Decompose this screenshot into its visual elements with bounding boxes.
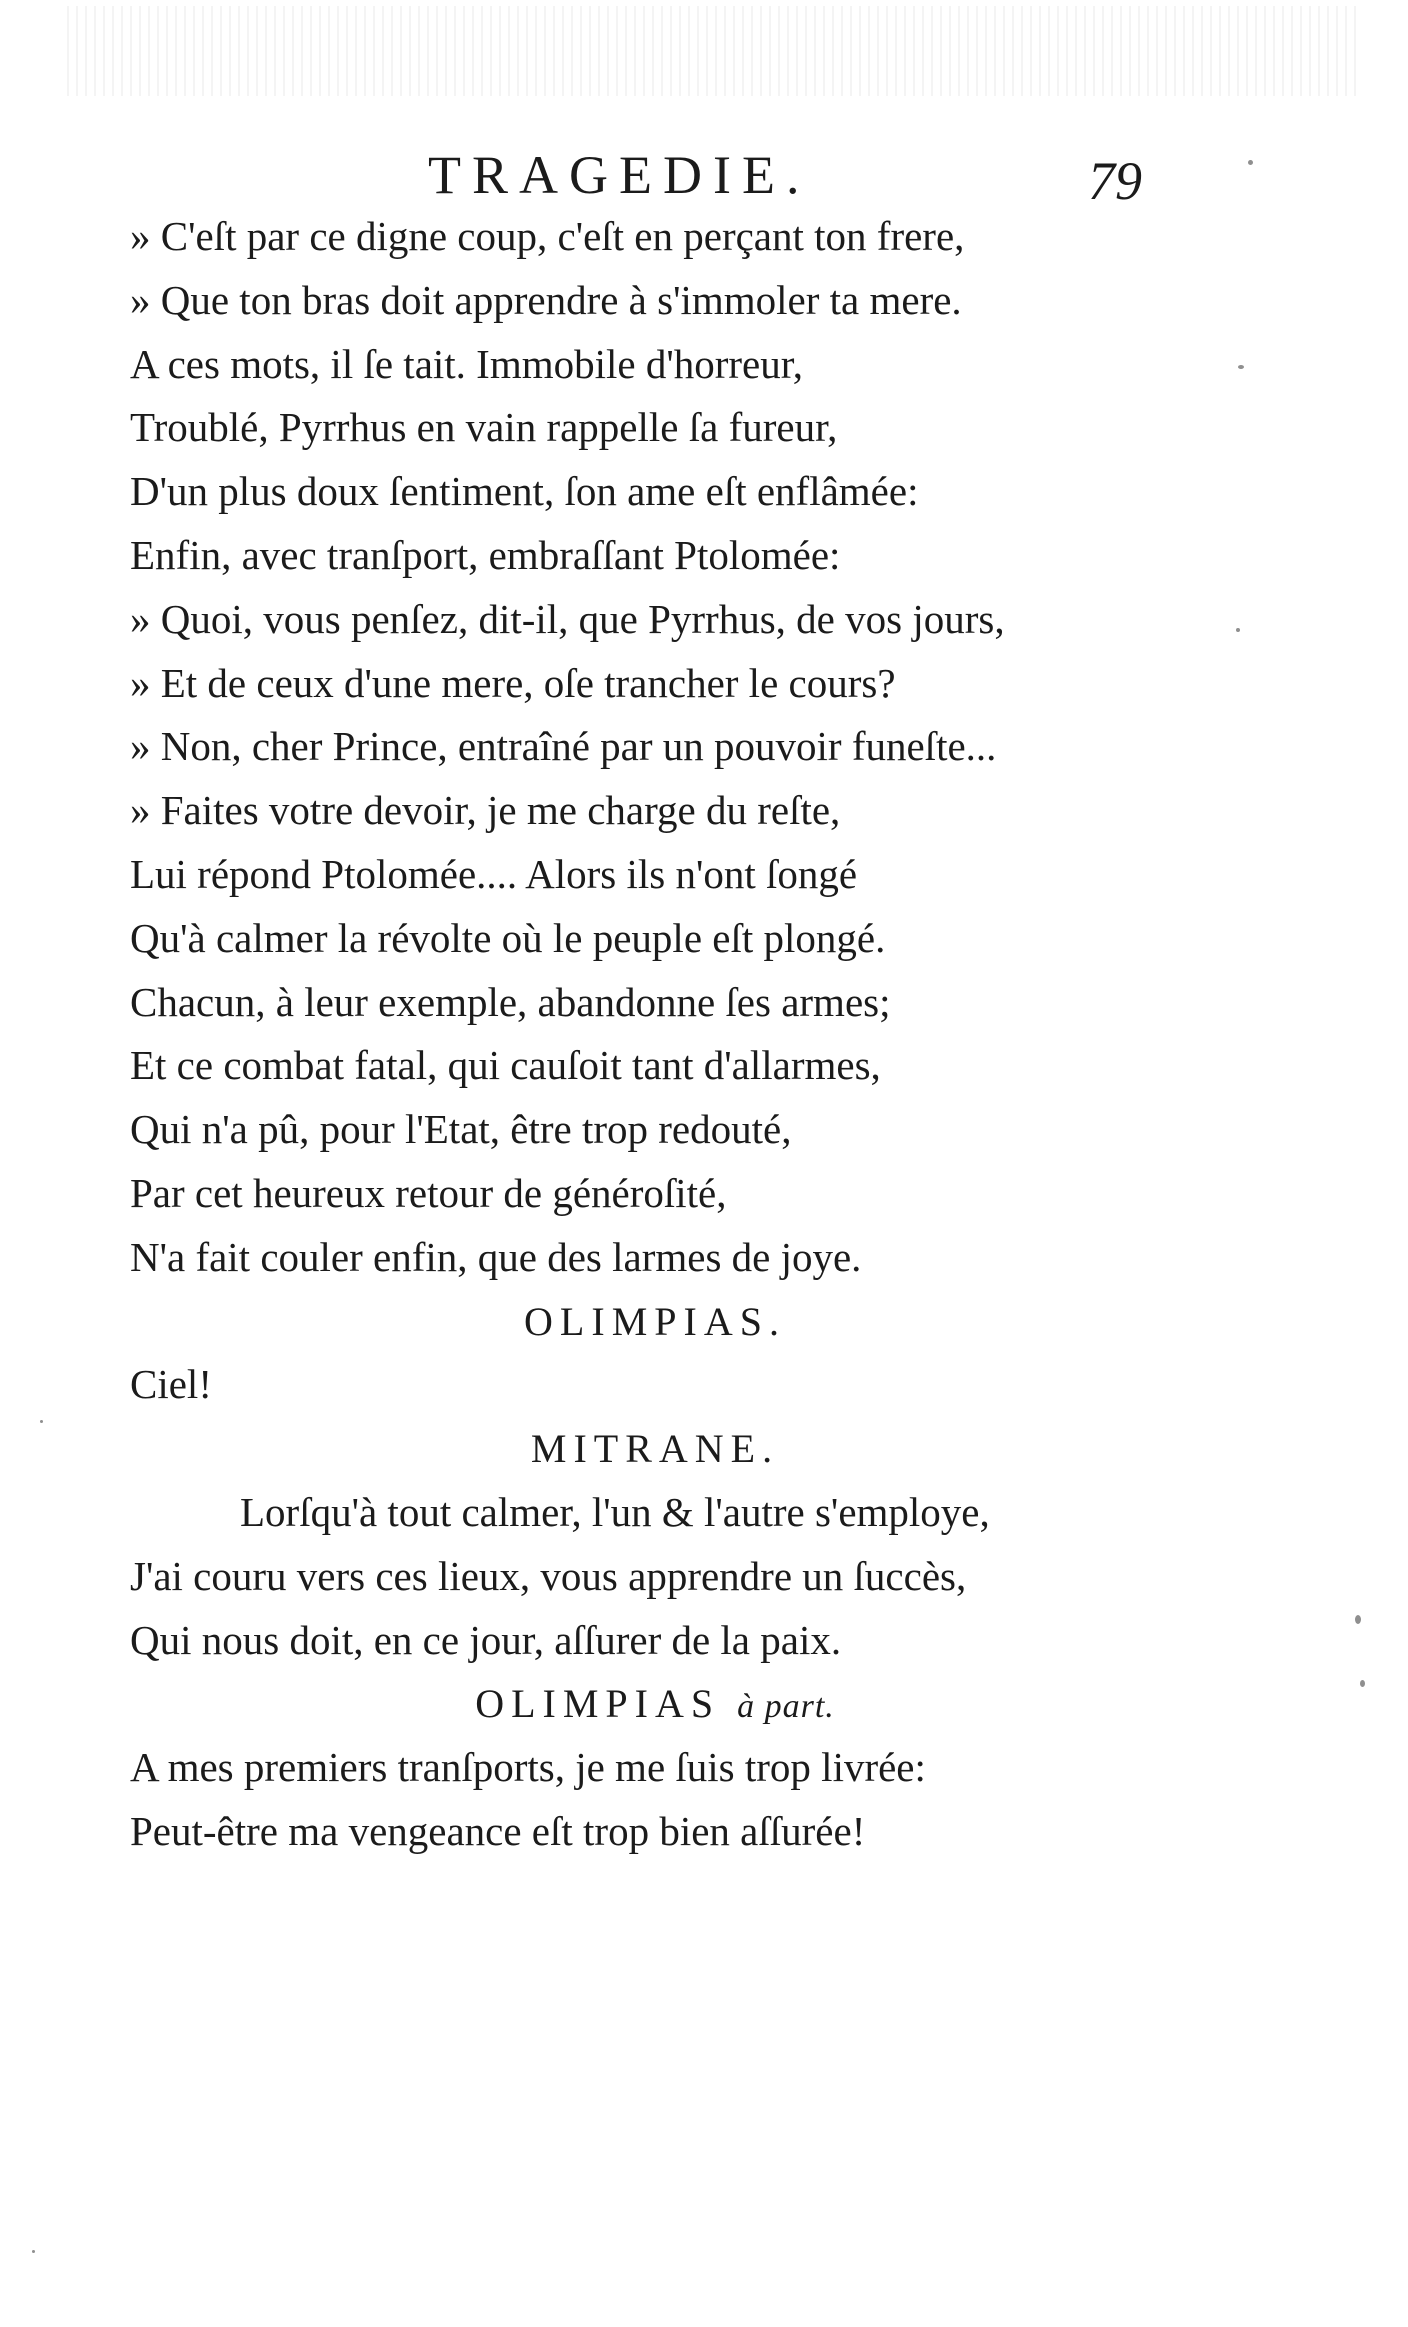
verse-line: J'ai couru vers ces lieux, vous apprendre un ſuccès, [130, 1552, 967, 1599]
page-number: 79 [1088, 151, 1142, 211]
running-title: TRAGEDIE. [428, 145, 811, 205]
verse-line: Qui n'a pû, pour l'Etat, être trop redouté, [130, 1106, 792, 1153]
page-top-noise [60, 6, 1360, 96]
verse-line: N'a fait couler enfin, que des larmes de joye. [130, 1233, 862, 1280]
speck [40, 1420, 43, 1423]
speaker-name: MITRANE. [530, 1426, 780, 1472]
speaker-name: OLIMPIAS. [524, 1298, 786, 1344]
verse-line: Chacun, à leur exemple, abandonne ſes armes; [130, 978, 891, 1025]
verse-line: » C'eſt par ce digne coup, c'eſt en perçant ton frere, [130, 213, 965, 259]
verse-line: Lui répond Ptolomée.... Alors ils n'ont ſongé [130, 850, 858, 897]
verse-line: » Quoi, vous penſez, dit-il, que Pyrrhus, de vos jours, [130, 595, 1005, 642]
verse-line: Et ce combat fatal, qui cauſoit tant d'allarmes, [130, 1042, 881, 1089]
verse-line: D'un plus doux ſentiment, ſon ame eſt enflâmée: [130, 468, 919, 515]
verse-line: Qui nous doit, en ce jour, aſſurer de la paix. [130, 1616, 842, 1663]
verse-line: Lorſqu'à tout calmer, l'un & l'autre s'employe, [240, 1488, 990, 1535]
verse-line: Enfin, avec tranſport, embraſſant Ptolomée: [130, 531, 841, 578]
verse-line: Qu'à calmer la révolte où le peuple eſt plongé. [130, 914, 886, 961]
verse-line: » Non, cher Prince, entraîné par un pouvoir funeſte... [130, 723, 997, 770]
speck [1360, 1680, 1365, 1687]
verse-text [130, 205, 1240, 1864]
verse-line: » Que ton bras doit apprendre à s'immoler ta mere. [130, 276, 962, 323]
stage-direction: à part. [737, 1688, 835, 1726]
verse-line: Par cet heureux retour de généroſité, [130, 1169, 727, 1216]
verse-line: Ciel! [130, 1361, 212, 1408]
verse-line: » Faites votre devoir, je me charge du reſte, [130, 787, 841, 834]
verse-line: Troublé, Pyrrhus en vain rappelle ſa fureur, [130, 404, 838, 451]
verse-line: A mes premiers tranſports, je me ſuis trop livrée: [130, 1744, 926, 1791]
speaker-name: OLIMPIAS [475, 1681, 721, 1727]
speaker-heading [130, 1672, 1240, 1736]
speck [32, 2250, 35, 2253]
verse-line: A ces mots, il ſe tait. Immobile d'horreur, [130, 340, 803, 387]
verse-line: » Et de ceux d'une mere, oſe trancher le cours? [130, 659, 896, 706]
verse-line: Peut-être ma vengeance eſt trop bien aſſurée! [130, 1807, 866, 1854]
speck [1355, 1615, 1361, 1624]
